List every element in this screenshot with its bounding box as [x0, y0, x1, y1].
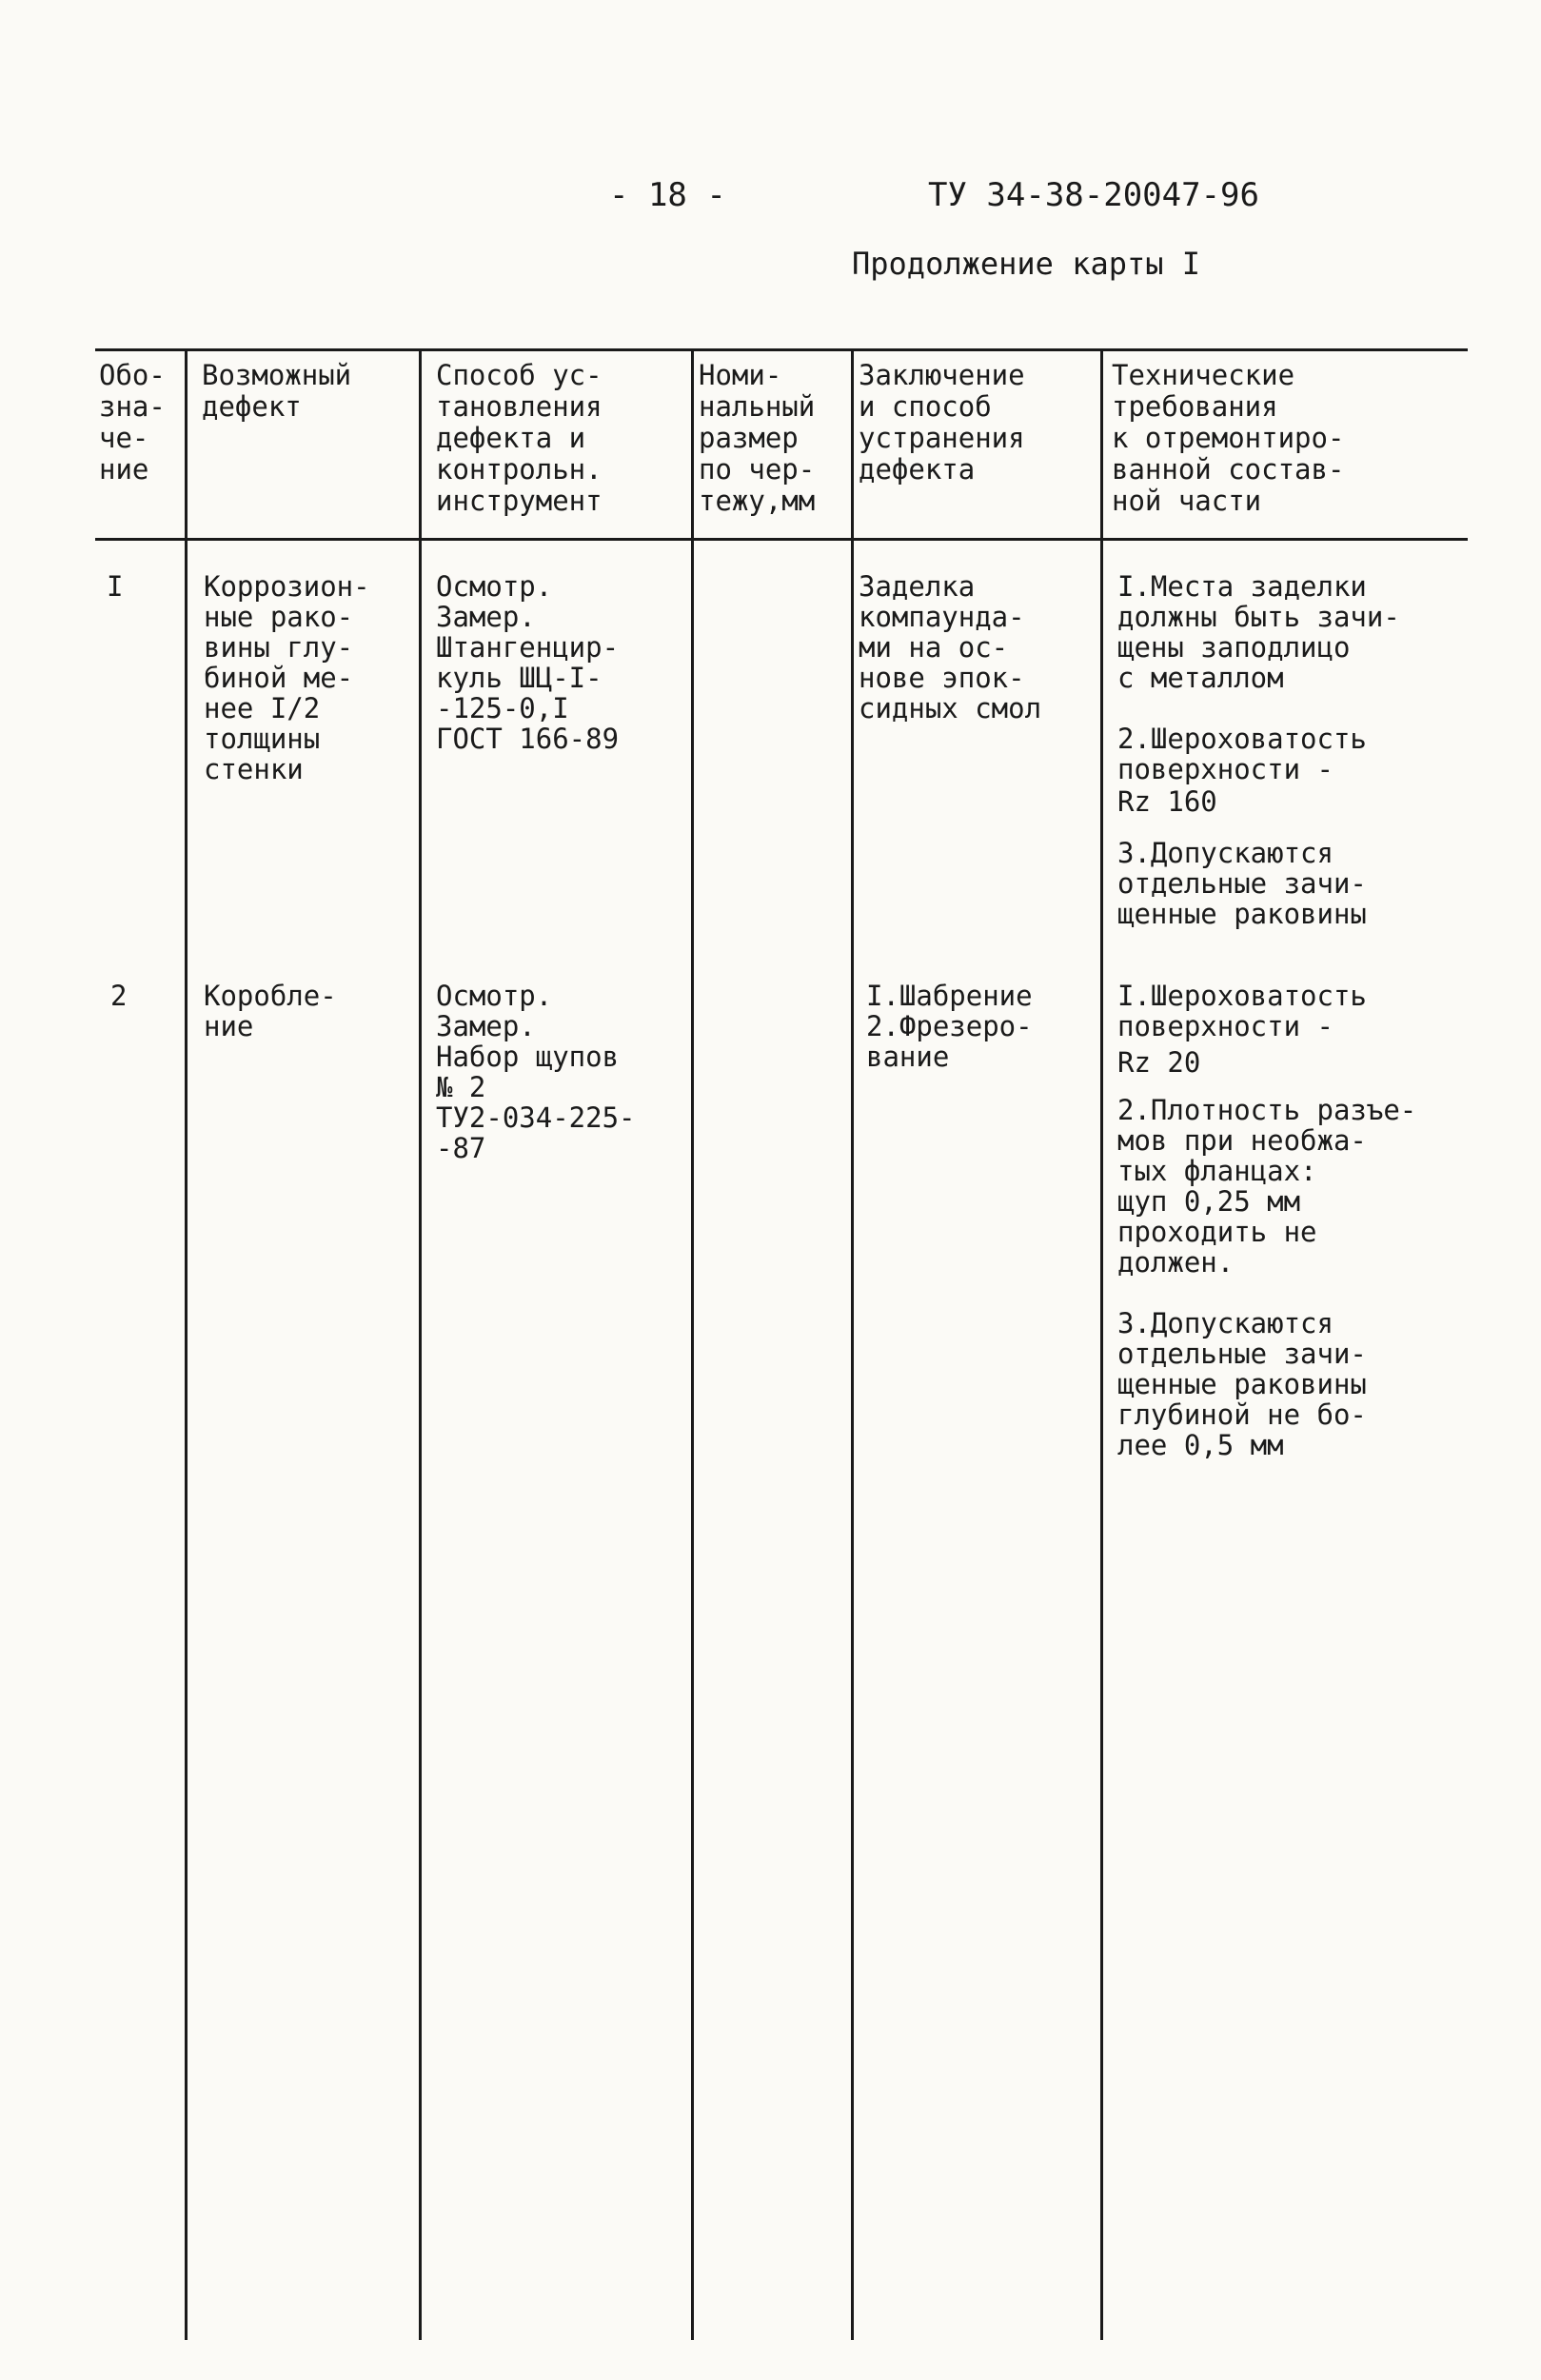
- row1-requirement-2: 2.Шероховатость поверхности -: [1117, 723, 1367, 785]
- row2-conclusion: I.Шабрение 2.Фрезеро- вание: [866, 980, 1033, 1073]
- column-header-defect: Возможный дефект: [202, 359, 352, 423]
- row2-method: Осмотр. Замер. Набор щупов № 2 ТУ2-034-225- -87: [436, 980, 636, 1164]
- column-divider: [185, 348, 188, 2340]
- row2-requirement-1: I.Шероховатость поверхности -: [1117, 980, 1367, 1042]
- column-header-method: Способ ус- тановления дефекта и контрольн. инструмент: [436, 359, 603, 517]
- column-divider: [1100, 348, 1103, 2340]
- row2-requirement-2: 2.Плотность разъе- мов при необжа- тых фланцах: щуп 0,25 мм проходить не должен.: [1117, 1094, 1417, 1279]
- column-header-nominal-size: Номи- нальный размер по чер- тежу,мм: [699, 359, 816, 517]
- row2-defect: Коробле- ние: [204, 980, 337, 1042]
- header-bottom-rule: [95, 538, 1468, 541]
- row1-requirement-1: I.Места заделки должны быть зачи- щены заподлицо с металлом: [1117, 570, 1400, 694]
- row1-conclusion: Заделка компаунда- ми на ос- нове эпок- сидных смол: [859, 570, 1042, 724]
- row2-designation: 2: [110, 980, 128, 1012]
- table-top-rule: [95, 348, 1468, 351]
- column-divider: [851, 348, 854, 2340]
- column-divider: [419, 348, 422, 2340]
- row2-requirement-3: 3.Допускаются отдельные зачи- щенные раковины глубиной не бо- лее 0,5 мм: [1117, 1307, 1367, 1461]
- document-code: ТУ 34-38-20047-96: [928, 176, 1259, 214]
- row2-roughness-value: Rz 20: [1117, 1046, 1201, 1079]
- row1-designation: I: [107, 570, 124, 603]
- row1-requirement-3: 3.Допускаются отдельные зачи- щенные раковины: [1117, 837, 1367, 930]
- row1-method: Осмотр. Замер. Штангенцир- куль ШЦ-I- -125-0,I ГОСТ 166-89: [436, 570, 620, 755]
- row1-defect: Коррозион- ные рако- вины глу- биной ме- нее I/2 толщины стенки: [204, 570, 370, 785]
- column-divider: [691, 348, 694, 2340]
- row1-roughness-value: Rz 160: [1117, 785, 1217, 818]
- continuation-title: Продолжение карты I: [852, 246, 1201, 282]
- page-number: - 18 -: [609, 176, 726, 214]
- column-header-designation: Обо- зна- че- ние: [99, 359, 166, 486]
- column-header-conclusion: Заключение и способ устранения дефекта: [859, 359, 1025, 486]
- column-header-requirements: Технические требования к отремонтиро- ванной состав- ной части: [1112, 359, 1345, 517]
